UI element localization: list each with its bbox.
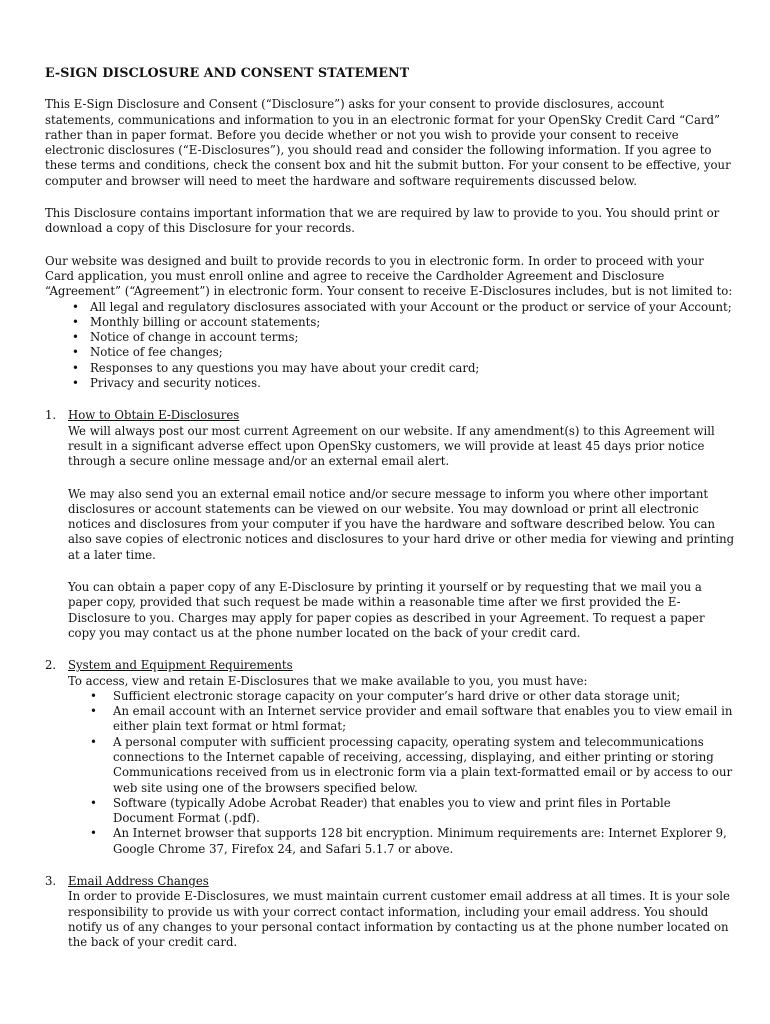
list-item: • Sufficient electronic storage capacity on your computer’s hard drive or other data storage unit; <box>68 689 735 704</box>
list-item: • An email account with an Internet service provider and email software that enables you to view email in either plain text format or html format; <box>68 704 735 735</box>
list-item: • Responses to any questions you may have about your credit card; <box>45 361 735 376</box>
section-number: 3. <box>45 874 57 889</box>
section-heading: Email Address Changes <box>68 874 209 889</box>
section-intro: To access, view and retain E-Disclosures that we make available to you, you must have: <box>68 673 588 688</box>
section-email-changes <box>45 874 735 950</box>
section-heading: How to Obtain E-Disclosures <box>68 408 240 423</box>
list-item: • Notice of fee changes; <box>45 345 735 360</box>
list-item: • Privacy and security notices. <box>45 376 735 391</box>
e-disclosure-includes-list <box>45 300 735 392</box>
section-system-requirements <box>45 658 735 857</box>
document-title: E-SIGN DISCLOSURE AND CONSENT STATEMENT <box>45 65 410 80</box>
section-number: 1. <box>45 408 57 423</box>
requirements-list <box>68 689 735 857</box>
intro-paragraph: This E-Sign Disclosure and Consent (“Disclosure”) asks for your consent to provide disclosures, account statements, communications and information to you in an electronic format for your OpenSky Credit Card “Card” rather than in paper format. Before you decide whether or not you wish to provide your consent to receive electronic disclosures (“E-Disclosures”), you should read and consider the following information. If you agree to these terms and conditions, check the consent box and hit the submit button. For your consent to be effective, your computer and browser will need to meet the hardware and software requirements discussed below. <box>45 97 731 188</box>
list-item: • A personal computer with sufficient processing capacity, operating system and telecommunications connections to the Internet capable of receiving, accessing, displaying, and either printing or storing Communications received from us in electronic form via a plain text-formatted email or by access to our web site using one of the browsers specified below. <box>68 735 735 796</box>
section-how-to-obtain <box>45 408 735 641</box>
section-number: 2. <box>45 658 57 673</box>
list-item: • Notice of change in account terms; <box>45 330 735 345</box>
section-paragraph: You can obtain a paper copy of any E-Disclosure by printing it yourself or by requesting that we mail you a paper copy, provided that such request be made within a reasonable time after we first provided the E-Disclosure to you. Charges may apply for paper copies as described in your Agreement. To request a paper copy you may contact us at the phone number located on the back of your credit card. <box>68 580 705 640</box>
records-paragraph: This Disclosure contains important information that we are required by law to provide to you. You should print or download a copy of this Disclosure for your records. <box>45 206 720 236</box>
list-item: • All legal and regulatory disclosures associated with your Account or the product or service of your Account; <box>45 300 735 315</box>
document-page <box>45 65 735 968</box>
list-item: • Software (typically Adobe Acrobat Reader) that enables you to view and print files in Portable Document Format (.pdf). <box>68 796 735 827</box>
website-paragraph: Our website was designed and built to provide records to you in electronic form. In order to proceed with your Card application, you must enroll online and agree to receive the Cardholder Agreement and Disclosure “Agreement” (“Agreement”) in electronic form. Your consent to receive E-Disclosures includes, but is not limited to: <box>45 253 733 299</box>
section-paragraph: In order to provide E-Disclosures, we must maintain current customer email address at all times. It is your sole responsibility to provide us with your correct contact information, including your email address. You should notify us of any changes to your personal contact information by contacting us at the phone number located on the back of your credit card. <box>68 889 730 950</box>
section-heading: System and Equipment Requirements <box>68 658 293 673</box>
section-paragraph: We will always post our most current Agreement on our website. If any amendment(s) to this Agreement will result in a significant adverse effect upon OpenSky customers, we will provide at least 45 days prior notice through a secure online message and/or an external email alert. <box>68 423 715 469</box>
list-item: • Monthly billing or account statements; <box>45 315 735 330</box>
section-paragraph: We may also send you an external email notice and/or secure message to inform you where other important disclosures or account statements can be viewed on our website. You may download or print all electronic notices and disclosures from your computer if you have the hardware and software described below. You can also save copies of electronic notices and disclosures to your hard drive or other media for viewing and printing at a later time. <box>68 486 735 562</box>
list-item: • An Internet browser that supports 128 bit encryption. Minimum requirements are: Internet Explorer 9, Google Chrome 37, Firefox 24, and Safari 5.1.7 or above. <box>68 826 735 857</box>
